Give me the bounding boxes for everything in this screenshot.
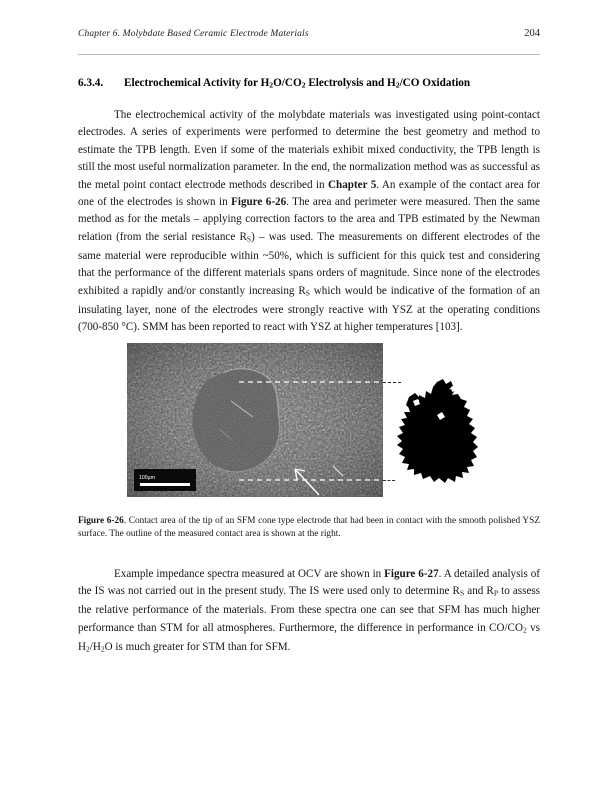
para2-subscript-h2o: 2: [100, 644, 105, 654]
para2-subscript-rs: S: [459, 589, 465, 599]
body-paragraph-2: [78, 566, 540, 658]
para2-subscript-rp: P: [493, 589, 499, 599]
figure-caption: [78, 515, 540, 540]
running-header: [78, 28, 540, 39]
para2-run-4: to assess the relative performance of the materials. From these spectra one can see that SFM has much higher performance than STM for all atmospheres. Furthermore, the difference in performance in CO/CO: [78, 585, 541, 634]
para1-subscript-rs-1: S: [246, 234, 252, 244]
contact-area-outline-graphic: [389, 375, 485, 487]
para1-bold-figure-ref: Figure 6-26: [231, 196, 287, 209]
para1-subscript-rs-2: S: [305, 288, 310, 298]
section-title-subscript-1: 2: [269, 80, 274, 90]
para1-run-4: ) – was used. The measurements on different electrodes of the same material were reproducible within ~50%, which is sufficient for this quick test and considering that the performance of the different materials spans orders of magnitude. Since none of the electrodes exhibited a rapidly and/or constantly increasing R: [78, 230, 540, 297]
section-title-subscript-3: 2: [395, 80, 400, 90]
caption-label: Figure 6-26: [78, 516, 124, 526]
section-title-subscript-2: 2: [301, 80, 306, 90]
header-chapter-title: Chapter 6. Molybdate Based Ceramic Electrode Materials: [78, 29, 309, 39]
page-number: 204: [524, 28, 540, 39]
para2-run-3: and R: [464, 585, 494, 598]
section-number: 6.3.4.: [78, 77, 104, 89]
body-paragraph-1: [78, 107, 540, 337]
section-title-part-4: /CO Oxidation: [399, 77, 471, 89]
section-title-part-1: Electrochemical Activity for H: [124, 77, 270, 89]
scale-bar-line: [140, 483, 190, 486]
para2-subscript-co2: 2: [522, 625, 527, 635]
para1-run-5: which would be indicative of the formation of an insulating layer, none of the electrodes were strongly reactive with YSZ at the operating conditions (700-850 °C). SMM has been reported to react with YSZ at higher temperatures [103].: [78, 284, 540, 334]
scale-bar-label: 100µm: [139, 474, 155, 481]
para2-run-5: vs H: [78, 621, 540, 653]
section-title-part-3: Electrolysis and H: [305, 77, 396, 89]
section-title-part-2: O/CO: [273, 77, 302, 89]
header-divider-rule: [78, 54, 540, 55]
figure-6-26: [127, 343, 485, 498]
caption-text: . Contact area of the tip of an SFM cone type electrode that had been in contact with the smooth polished YSZ surface. The outline of the measured contact area is shown at the right.: [78, 516, 541, 539]
para2-bold-figure-ref: Figure 6-27: [384, 568, 439, 580]
scale-bar: [134, 469, 196, 491]
para1-run-1: The electrochemical activity of the molybdate materials was investigated using point-contact electrodes. A series of experiments were performed to determine the best geometry and method to estimate the TPB length. Even if some of the materials exhibit mixed conductivity, the TPB length is still the most useful normalization parameter. In the end, the normalization method was as successful as the metal point contact electrode methods described in: [78, 109, 540, 191]
para1-run-3: . The area and perimeter were measured. Then the same method as for the metals – applying correction factors to the area and TPB estimated by the Newman relation (from the serial resistance R: [78, 196, 540, 243]
para2-run-1: Example impedance spectra measured at OCV are shown in: [114, 568, 385, 580]
para2-subscript-h2: 2: [86, 644, 90, 654]
sem-micrograph-image: [127, 343, 383, 497]
para1-bold-chapter-ref: Chapter 5: [328, 178, 377, 191]
para2-run-2: . A detailed analysis of the IS was not carried out in the present study. The IS were used only to determine R: [78, 568, 540, 598]
para1-run-2: . An example of the contact area for one of the electrodes is shown in: [78, 178, 541, 209]
para2-run-7: O is much greater for STM than for SFM.: [104, 640, 291, 653]
contact-area-outline-silhouette: [389, 375, 485, 487]
para2-run-6: /H: [89, 640, 101, 653]
section-heading: [78, 76, 540, 93]
